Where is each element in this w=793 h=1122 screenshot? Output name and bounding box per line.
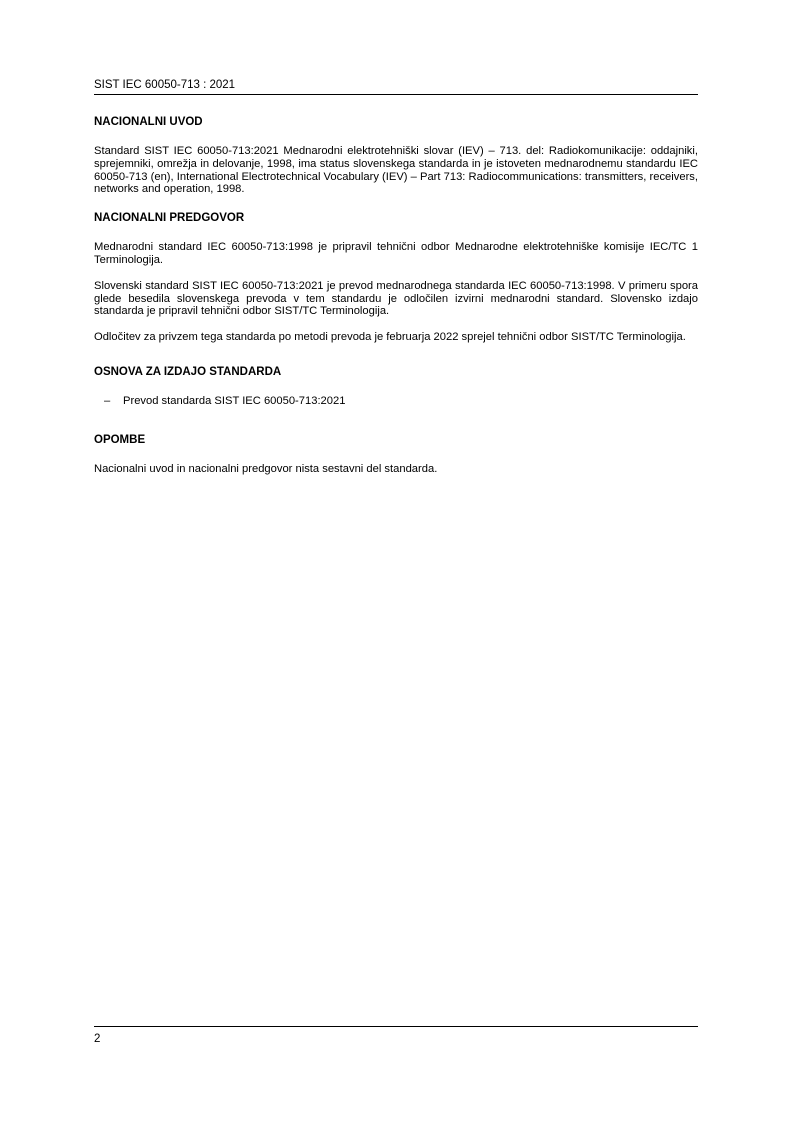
- section-heading-predgovor: NACIONALNI PREDGOVOR: [94, 212, 245, 225]
- list-bullet: –: [104, 394, 111, 407]
- predgovor-paragraph-3: Odločitev za privzem tega standarda po metodi prevoda je februarja 2022 sprejel tehnični odbor SIST/TC Terminologija.: [94, 331, 686, 344]
- page-header: [94, 78, 698, 95]
- list-item: [94, 395, 698, 408]
- page-number: 2: [94, 1033, 101, 1045]
- page-content: [94, 116, 698, 489]
- header-title: SIST IEC 60050-713 : 2021: [94, 79, 236, 91]
- section-heading-opombe: OPOMBE: [94, 433, 146, 446]
- page-footer: [94, 1026, 698, 1046]
- uvod-paragraph: Standard SIST IEC 60050-713:2021 Mednarodni elektrotehniški slovar (IEV) – 713. del: Radiokomunikacije: oddajniki, sprejemniki, omrežja in delovanje, 1998, ima status slovenskega standarda in je istoveten mednarodnemu standardu IEC 60050-713 (en), International Electrotechnical Vocabulary (IEV) – Part 713: Radiocommunications: transmitters, receivers, networks and operation, 1998.: [94, 145, 698, 196]
- predgovor-paragraph-2: Slovenski standard SIST IEC 60050-713:2021 je prevod mednarodnega standarda IEC 60050-713:1998. V primeru spora glede besedila slovenskega prevoda v tem standardu je odločilen izvirni mednarodni standard. Slovensko izdajo standarda je pripravil tehnični odbor SIST/TC Terminologija.: [94, 279, 698, 318]
- opombe-paragraph: Nacionalni uvod in nacionalni predgovor nista sestavni del standarda.: [94, 462, 438, 475]
- section-heading-uvod: NACIONALNI UVOD: [94, 116, 203, 128]
- document-page: [94, 0, 698, 1122]
- predgovor-paragraph-1: Mednarodni standard IEC 60050-713:1998 je pripravil tehnični odbor Mednarodne elektrotehniške komisije IEC/TC 1 Terminologija.: [94, 241, 698, 266]
- list-item-text: Prevod standarda SIST IEC 60050-713:2021: [123, 394, 346, 407]
- section-heading-osnova: OSNOVA ZA IZDAJO STANDARDA: [94, 365, 282, 378]
